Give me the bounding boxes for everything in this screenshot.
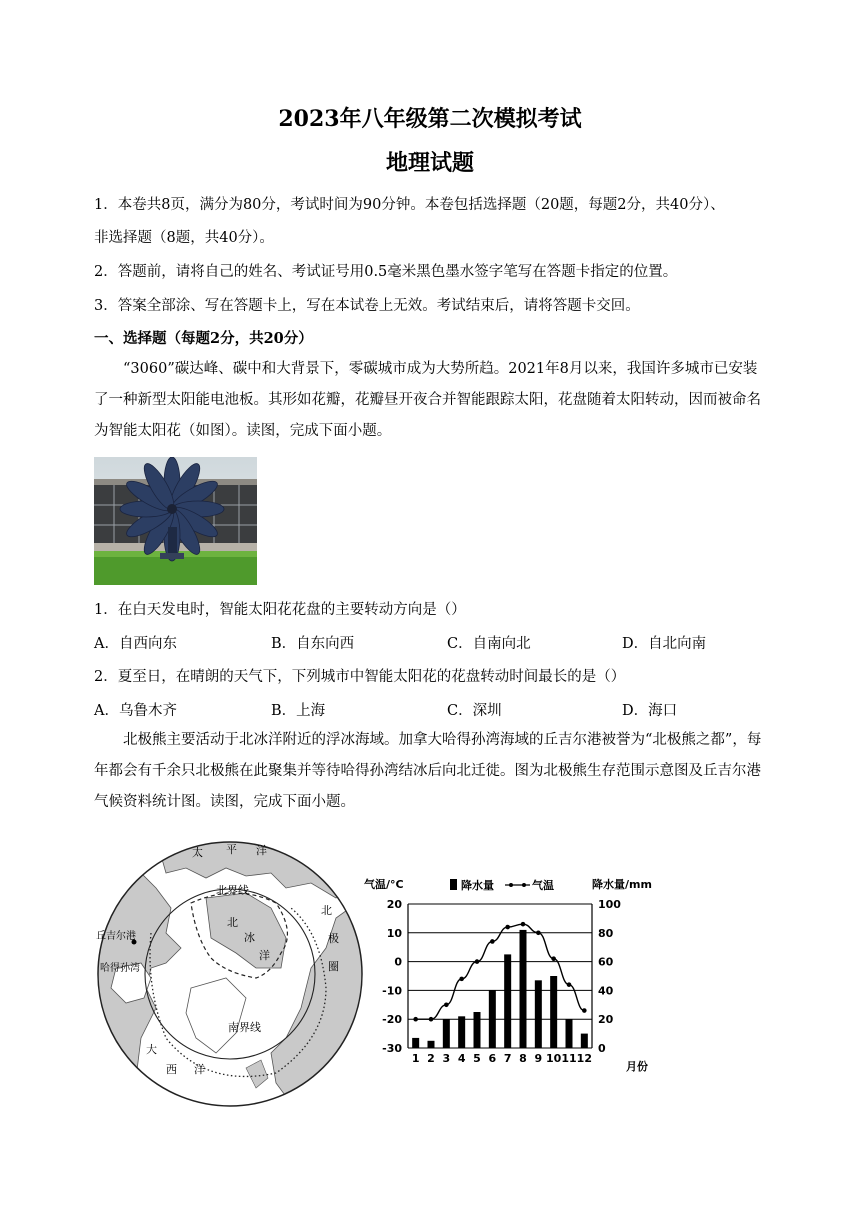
month-tick-label: 9: [534, 1052, 543, 1065]
temp-tick-label: -30: [382, 1042, 402, 1055]
instruction-line: 3．答案全部涂、写在答题卡上，写在本试卷上无效。考试结束后，请将答题卡交回。: [94, 298, 640, 314]
month-tick-label: 10: [546, 1052, 562, 1065]
month-tick-label: 4: [457, 1052, 466, 1065]
instruction-line: 2．答题前，请将自己的姓名、考试证号用0.5毫米黑色墨水签字笔写在答题卡指定的位置。: [94, 264, 678, 280]
map-label-north-boundary: 北界线: [216, 884, 249, 897]
precip-bar: [489, 990, 496, 1048]
month-tick-label: 7: [503, 1052, 512, 1065]
precip-tick-label: 80: [598, 926, 614, 940]
precip-tick-label: 40: [598, 984, 614, 998]
temp-point: [429, 1017, 434, 1022]
temp-point: [459, 977, 464, 982]
temp-point: [582, 1008, 587, 1013]
temp-tick-label: -20: [382, 1013, 402, 1027]
question-2-option-b[interactable]: B．上海: [271, 703, 326, 719]
temp-point: [475, 959, 480, 964]
solar-flower-photo: [94, 457, 257, 585]
exam-title: 2023年八年级第二次模拟考试: [278, 106, 582, 132]
map-label-pacific: 洋: [256, 844, 267, 857]
precip-bar: [535, 980, 542, 1048]
temp-point: [505, 925, 510, 930]
precip-bar: [566, 1019, 573, 1048]
map-label-south-boundary: 南界线: [228, 1021, 261, 1034]
question-2-option-d[interactable]: D．海口: [622, 703, 678, 719]
precip-tick-label: 0: [598, 1042, 606, 1055]
map-label-pacific: 太: [192, 846, 203, 859]
map-label-pacific: 平: [226, 843, 237, 856]
passage-solar-flower: “3060”碳达峰、碳中和大背景下，零碳城市成为大势所趋。2021年8月以来，我国许多城市已安装了一种新型太阳能电池板。其形如花瓣，花瓣昼开夜合并智能跟踪太阳，花盘随着太阳转动，因而被命名为智能太阳花（如图）。读图，完成下面小题。: [94, 361, 761, 439]
precip-bar: [504, 954, 511, 1048]
question-2-option-c[interactable]: C．深圳: [447, 703, 502, 719]
temp-point: [567, 982, 572, 987]
section-heading: 一、选择题（每题2分，共20分）: [94, 330, 313, 347]
map-label-arctic-circle: 圈: [328, 960, 339, 973]
month-tick-label: 1: [411, 1052, 420, 1065]
map-label-atlantic: 洋: [194, 1063, 205, 1076]
map-label-arctic-ocean: 北: [227, 916, 238, 929]
map-label-arctic-ocean: 冰: [244, 931, 255, 944]
instruction-line: 1．本卷共8页，满分为80分，考试时间为90分钟。本卷包括选择题（20题，每题2分，共40分）、: [94, 197, 725, 213]
precip-bar: [550, 976, 557, 1048]
precip-tick-label: 20: [598, 1013, 614, 1027]
map-label-hudson-bay: 哈得孙湾: [100, 963, 140, 974]
precip-bar: [581, 1034, 588, 1048]
month-tick-label: 2: [427, 1052, 435, 1065]
question-1-option-a[interactable]: A．自西向东: [94, 636, 177, 652]
temp-point: [444, 1003, 449, 1008]
question-1-option-c[interactable]: C．自南向北: [447, 636, 531, 652]
month-tick-label: 6: [488, 1052, 497, 1065]
temp-point: [551, 956, 556, 961]
map-label-arctic-circle: 极: [328, 932, 339, 945]
map-label-arctic-circle: 北: [321, 904, 332, 917]
temp-tick-label: 20: [386, 898, 402, 911]
chart-ylabel-left: 气温/°C: [364, 878, 404, 891]
temp-tick-label: 0: [394, 955, 402, 969]
question-1-stem: 1．在白天发电时，智能太阳花花盘的主要转动方向是（）: [94, 602, 466, 618]
temp-point: [413, 1017, 418, 1022]
question-2-stem: 2．夏至日，在晴朗的天气下，下列城市中智能太阳花的花盘转动时间最长的是（）: [94, 669, 626, 685]
map-label-churchill: 丘吉尔港: [96, 931, 136, 942]
temp-tick-label: 10: [386, 926, 402, 940]
arctic-map: [96, 838, 364, 1110]
chart-ylabel-right: 降水量/mm: [592, 878, 652, 891]
precip-tick-label: 100: [598, 898, 621, 911]
legend-precip-label: 降水量: [461, 879, 494, 892]
precip-bar: [412, 1038, 419, 1048]
precip-bar: [474, 1012, 481, 1048]
exam-subtitle: 地理试题: [385, 150, 474, 176]
temp-tick-label: -10: [382, 984, 402, 998]
precip-bar: [428, 1041, 435, 1048]
question-1-option-d[interactable]: D．自北向南: [622, 636, 707, 652]
temp-point: [536, 931, 541, 936]
question-1-option-b[interactable]: B．自东向西: [271, 636, 355, 652]
chart-xlabel: 月份: [626, 1060, 648, 1073]
map-label-atlantic: 西: [166, 1063, 177, 1076]
temp-line: [416, 924, 585, 1019]
map-label-arctic-ocean: 洋: [259, 949, 270, 962]
question-2-option-a[interactable]: A．乌鲁木齐: [94, 703, 177, 719]
legend-precip-swatch: [450, 879, 457, 890]
month-tick-label: 3: [442, 1052, 451, 1065]
climate-chart: [362, 868, 662, 1078]
precip-tick-label: 60: [598, 955, 614, 969]
month-tick-label: 8: [519, 1052, 527, 1065]
month-tick-label: 5: [473, 1052, 481, 1065]
passage-polar-bear: 北极熊主要活动于北冰洋附近的浮冰海域。加拿大哈得孙湾海域的丘吉尔港被誉为“北极熊之都”，每年都会有千余只北极熊在此聚集并等待哈得孙湾结冰后向北迁徙。图为北极熊生存范围示意图及丘吉尔港气候资料统计图。读图，完成下面小题。: [94, 732, 762, 810]
temp-point: [490, 939, 495, 944]
map-label-atlantic: 大: [146, 1043, 157, 1056]
temp-point: [521, 922, 526, 927]
month-tick-label: 11: [561, 1052, 577, 1065]
legend-temp-label: 气温: [532, 879, 554, 892]
precip-bar: [443, 1019, 450, 1048]
instruction-line: 非选择题（8题，共40分）。: [94, 230, 274, 246]
month-tick-label: 12: [576, 1052, 592, 1065]
precip-bar: [520, 930, 527, 1048]
precip-bar: [458, 1016, 465, 1048]
